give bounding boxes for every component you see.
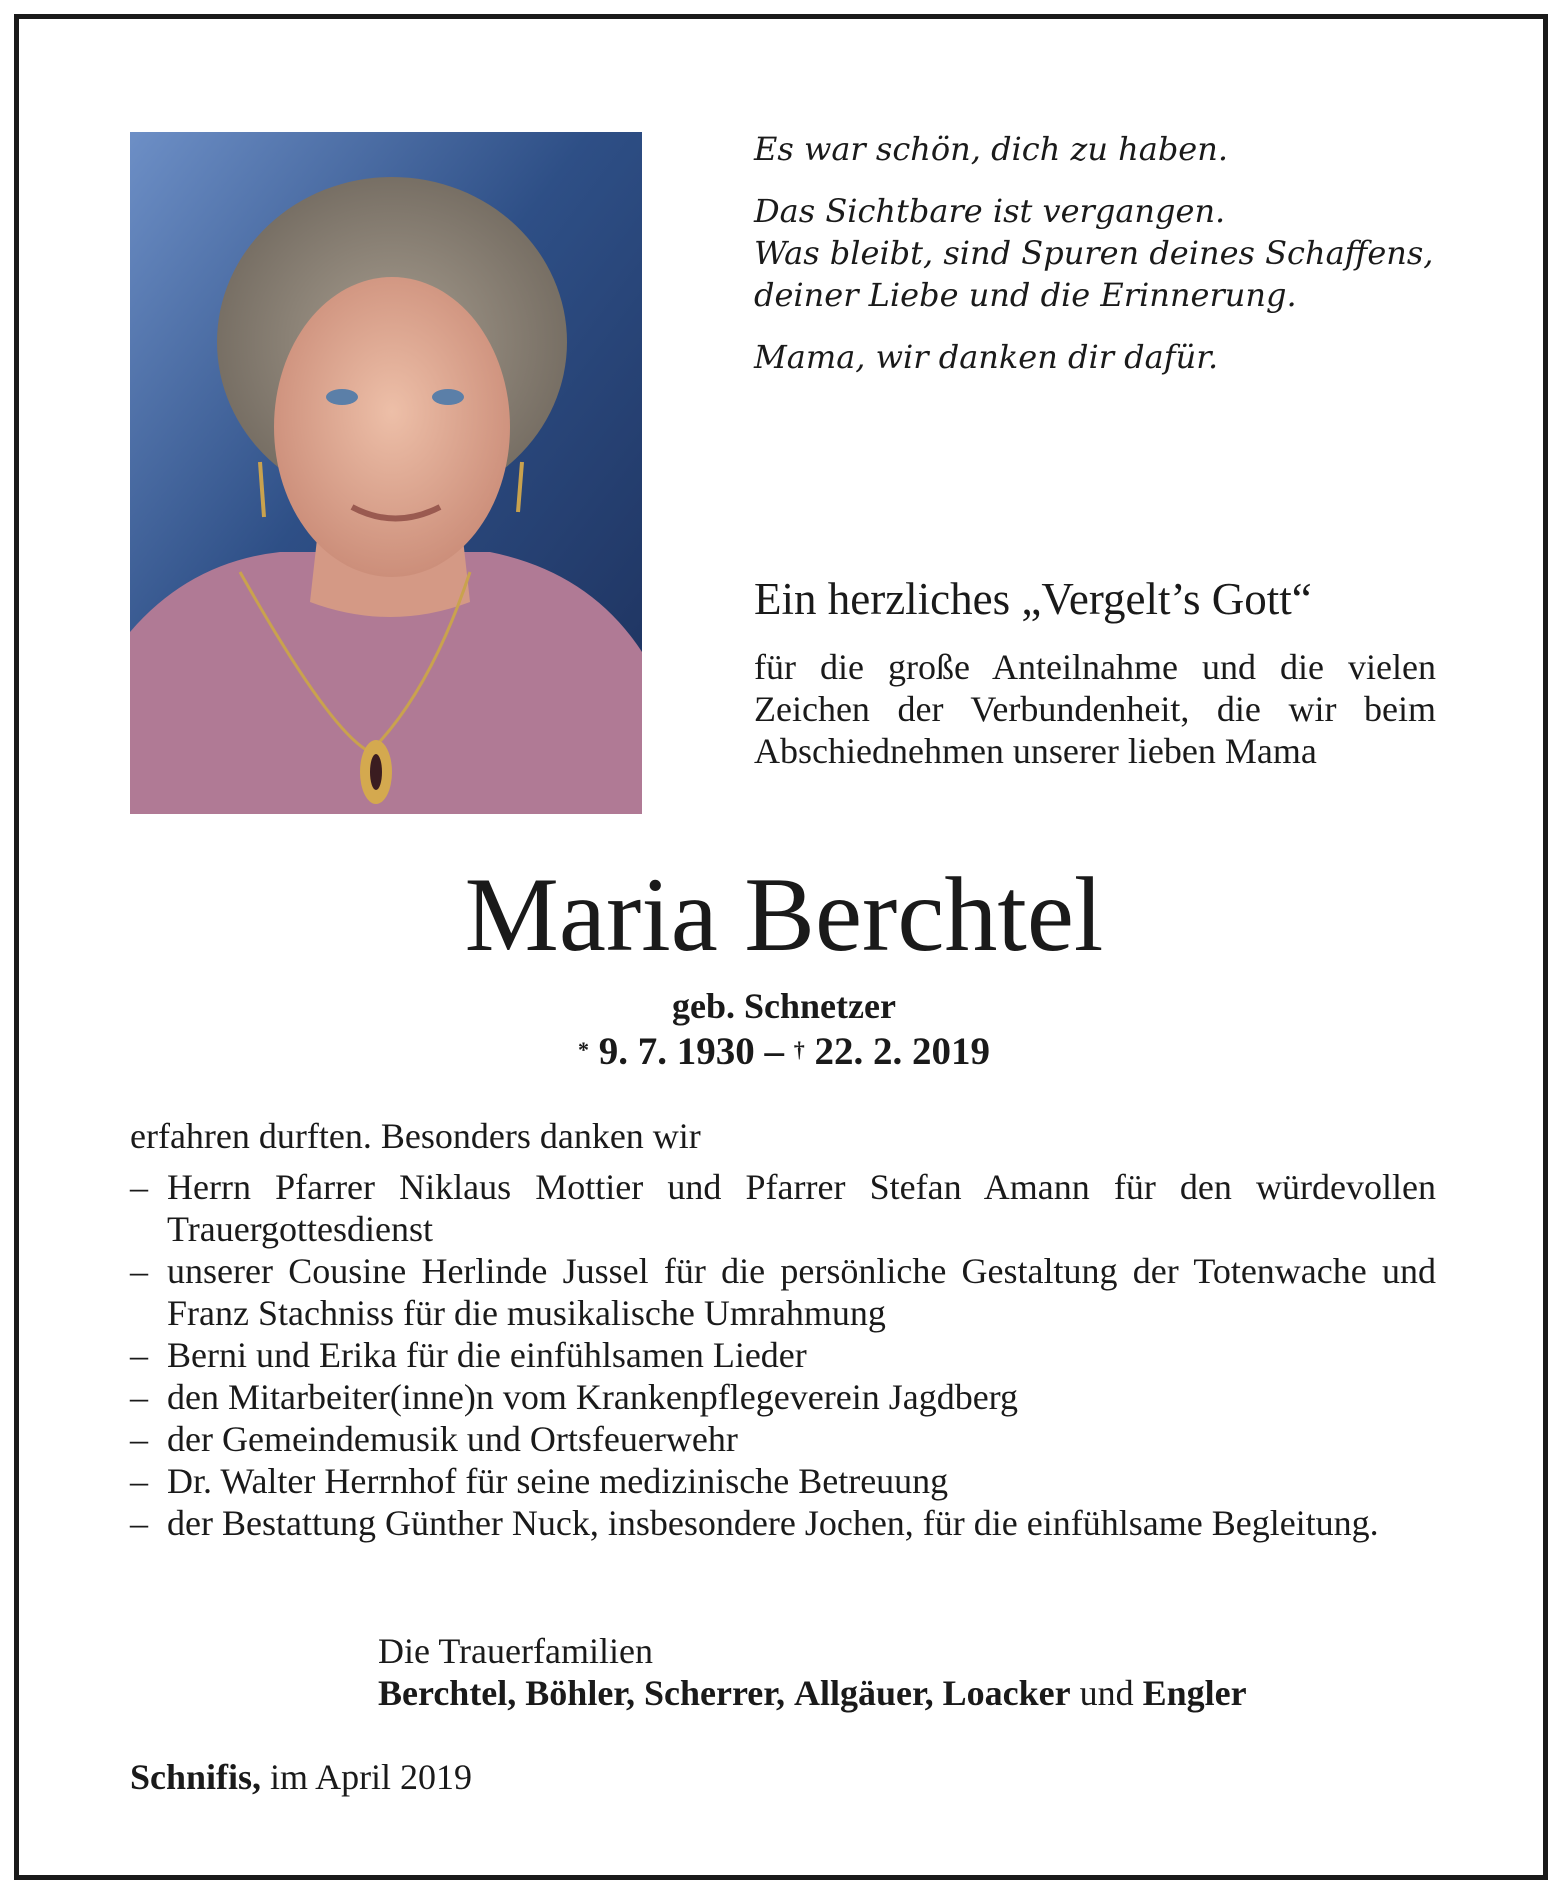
- list-item: – der Gemeindemusik und Ortsfeuerwehr: [130, 1419, 738, 1459]
- place-month: im April 2019: [270, 1757, 473, 1797]
- acknowledgement-list: [130, 1166, 1436, 1544]
- thanks-heading: Ein herzliches „Vergelt’s Gott“: [754, 574, 1312, 624]
- family-name: Berchtel,: [378, 1673, 517, 1713]
- list-item: – Berni und Erika für die einfühlsamen Lieder: [130, 1335, 807, 1375]
- list-item: – Herrn Pfarrer Niklaus Mottier und Pfarrer Stefan Amann für den würdevollen Trauergottesdienst: [130, 1167, 1436, 1249]
- death-symbol: †: [793, 1037, 805, 1062]
- verse-line: Es war schön, dich zu haben.: [754, 130, 1229, 168]
- maiden-name: geb. Schnetzer: [672, 986, 896, 1026]
- family-label: Die Trauerfamilien: [378, 1631, 653, 1671]
- death-date: 22. 2. 2019: [814, 1030, 990, 1073]
- place-date: [130, 1756, 472, 1798]
- verse-line: Was bleibt, sind Spuren deines Schaffens,: [754, 234, 1434, 272]
- family-name: Loacker: [942, 1673, 1071, 1713]
- verse-line: Das Sichtbare ist vergangen.: [754, 192, 1226, 230]
- place-town: Schnifis,: [130, 1757, 262, 1797]
- family-name: Engler: [1142, 1673, 1247, 1713]
- deceased-name: Maria Berchtel: [464, 856, 1104, 973]
- verse-line: deiner Liebe und die Erinnerung.: [754, 276, 1297, 314]
- left-eye: [326, 389, 358, 405]
- thanks-text: für die große Anteilnahme und die vielen Zeichen der Verbundenheit, die wir beim Abschiednehmen unserer lieben Mama: [754, 647, 1436, 771]
- birth-date: 9. 7. 1930: [598, 1030, 755, 1073]
- family-name: Allgäuer,: [793, 1673, 934, 1713]
- poem-verse: [754, 128, 1454, 398]
- birth-symbol: *: [578, 1037, 589, 1062]
- verse-stanza-1: [754, 128, 1454, 170]
- face: [274, 277, 510, 577]
- life-dates: [0, 1029, 1568, 1075]
- verse-stanza-2: [754, 190, 1454, 316]
- date-separator: –: [764, 1030, 784, 1073]
- portrait-photo: [130, 132, 642, 814]
- thanks-intro: erfahren durften. Besonders danken wir: [130, 1116, 701, 1156]
- family-conjunction: und: [1079, 1673, 1134, 1713]
- list-item: – unserer Cousine Herlinde Jussel für die persönliche Gestaltung der Totenwache und Franz Stachniss für die musikalische Umrahmung: [130, 1251, 1436, 1333]
- verse-line: Mama, wir danken dir dafür.: [754, 338, 1219, 376]
- list-item: – der Bestattung Günther Nuck, insbesondere Jochen, für die einfühlsame Begleitung.: [130, 1503, 1379, 1543]
- list-item: – Dr. Walter Herrnhof für seine medizinische Betreuung: [130, 1461, 949, 1501]
- family-names: [378, 1672, 1436, 1714]
- family-name: Böhler,: [525, 1673, 635, 1713]
- family-name: Scherrer,: [643, 1673, 785, 1713]
- list-item: – den Mitarbeiter(inne)n vom Krankenpflegeverein Jagdberg: [130, 1377, 1019, 1417]
- right-eye: [432, 389, 464, 405]
- verse-stanza-3: [754, 336, 1454, 378]
